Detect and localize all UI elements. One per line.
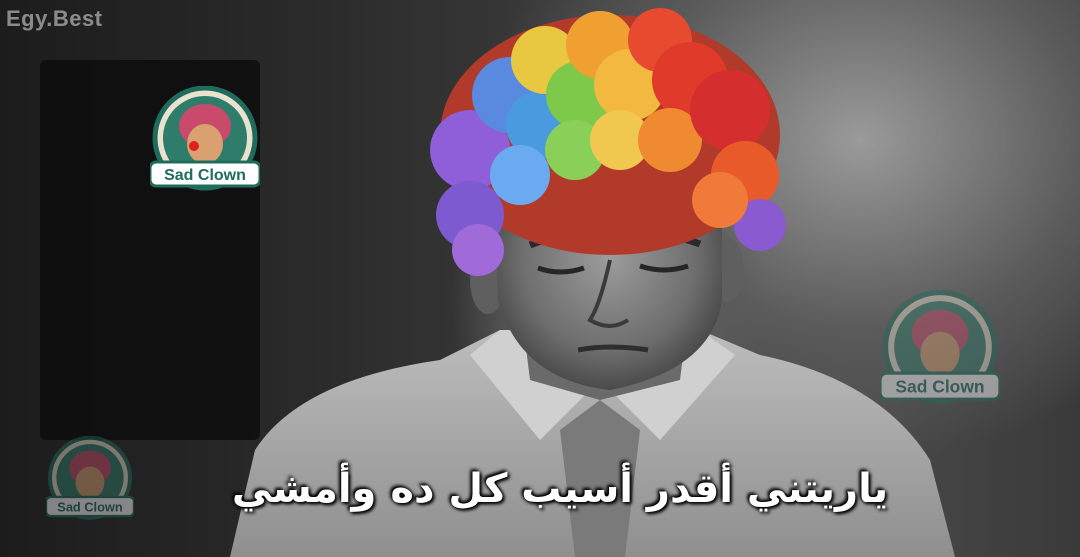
sad-clown-logo — [150, 86, 260, 192]
logo-text: Sad Clown — [164, 167, 246, 184]
meme-caption: ياريتني أقدر أسيب كل ده وأمشي — [231, 466, 889, 512]
logo-text: Sad Clown — [895, 376, 985, 397]
logo-clown-nose — [189, 141, 199, 151]
sad-clown-logo-watermark — [880, 290, 1000, 406]
logo-text: Sad Clown — [57, 499, 123, 515]
sad-clown-logo-watermark — [46, 436, 134, 521]
rainbow-clown-wig — [430, 8, 786, 276]
egybest-watermark: Egy.Best — [6, 6, 103, 31]
